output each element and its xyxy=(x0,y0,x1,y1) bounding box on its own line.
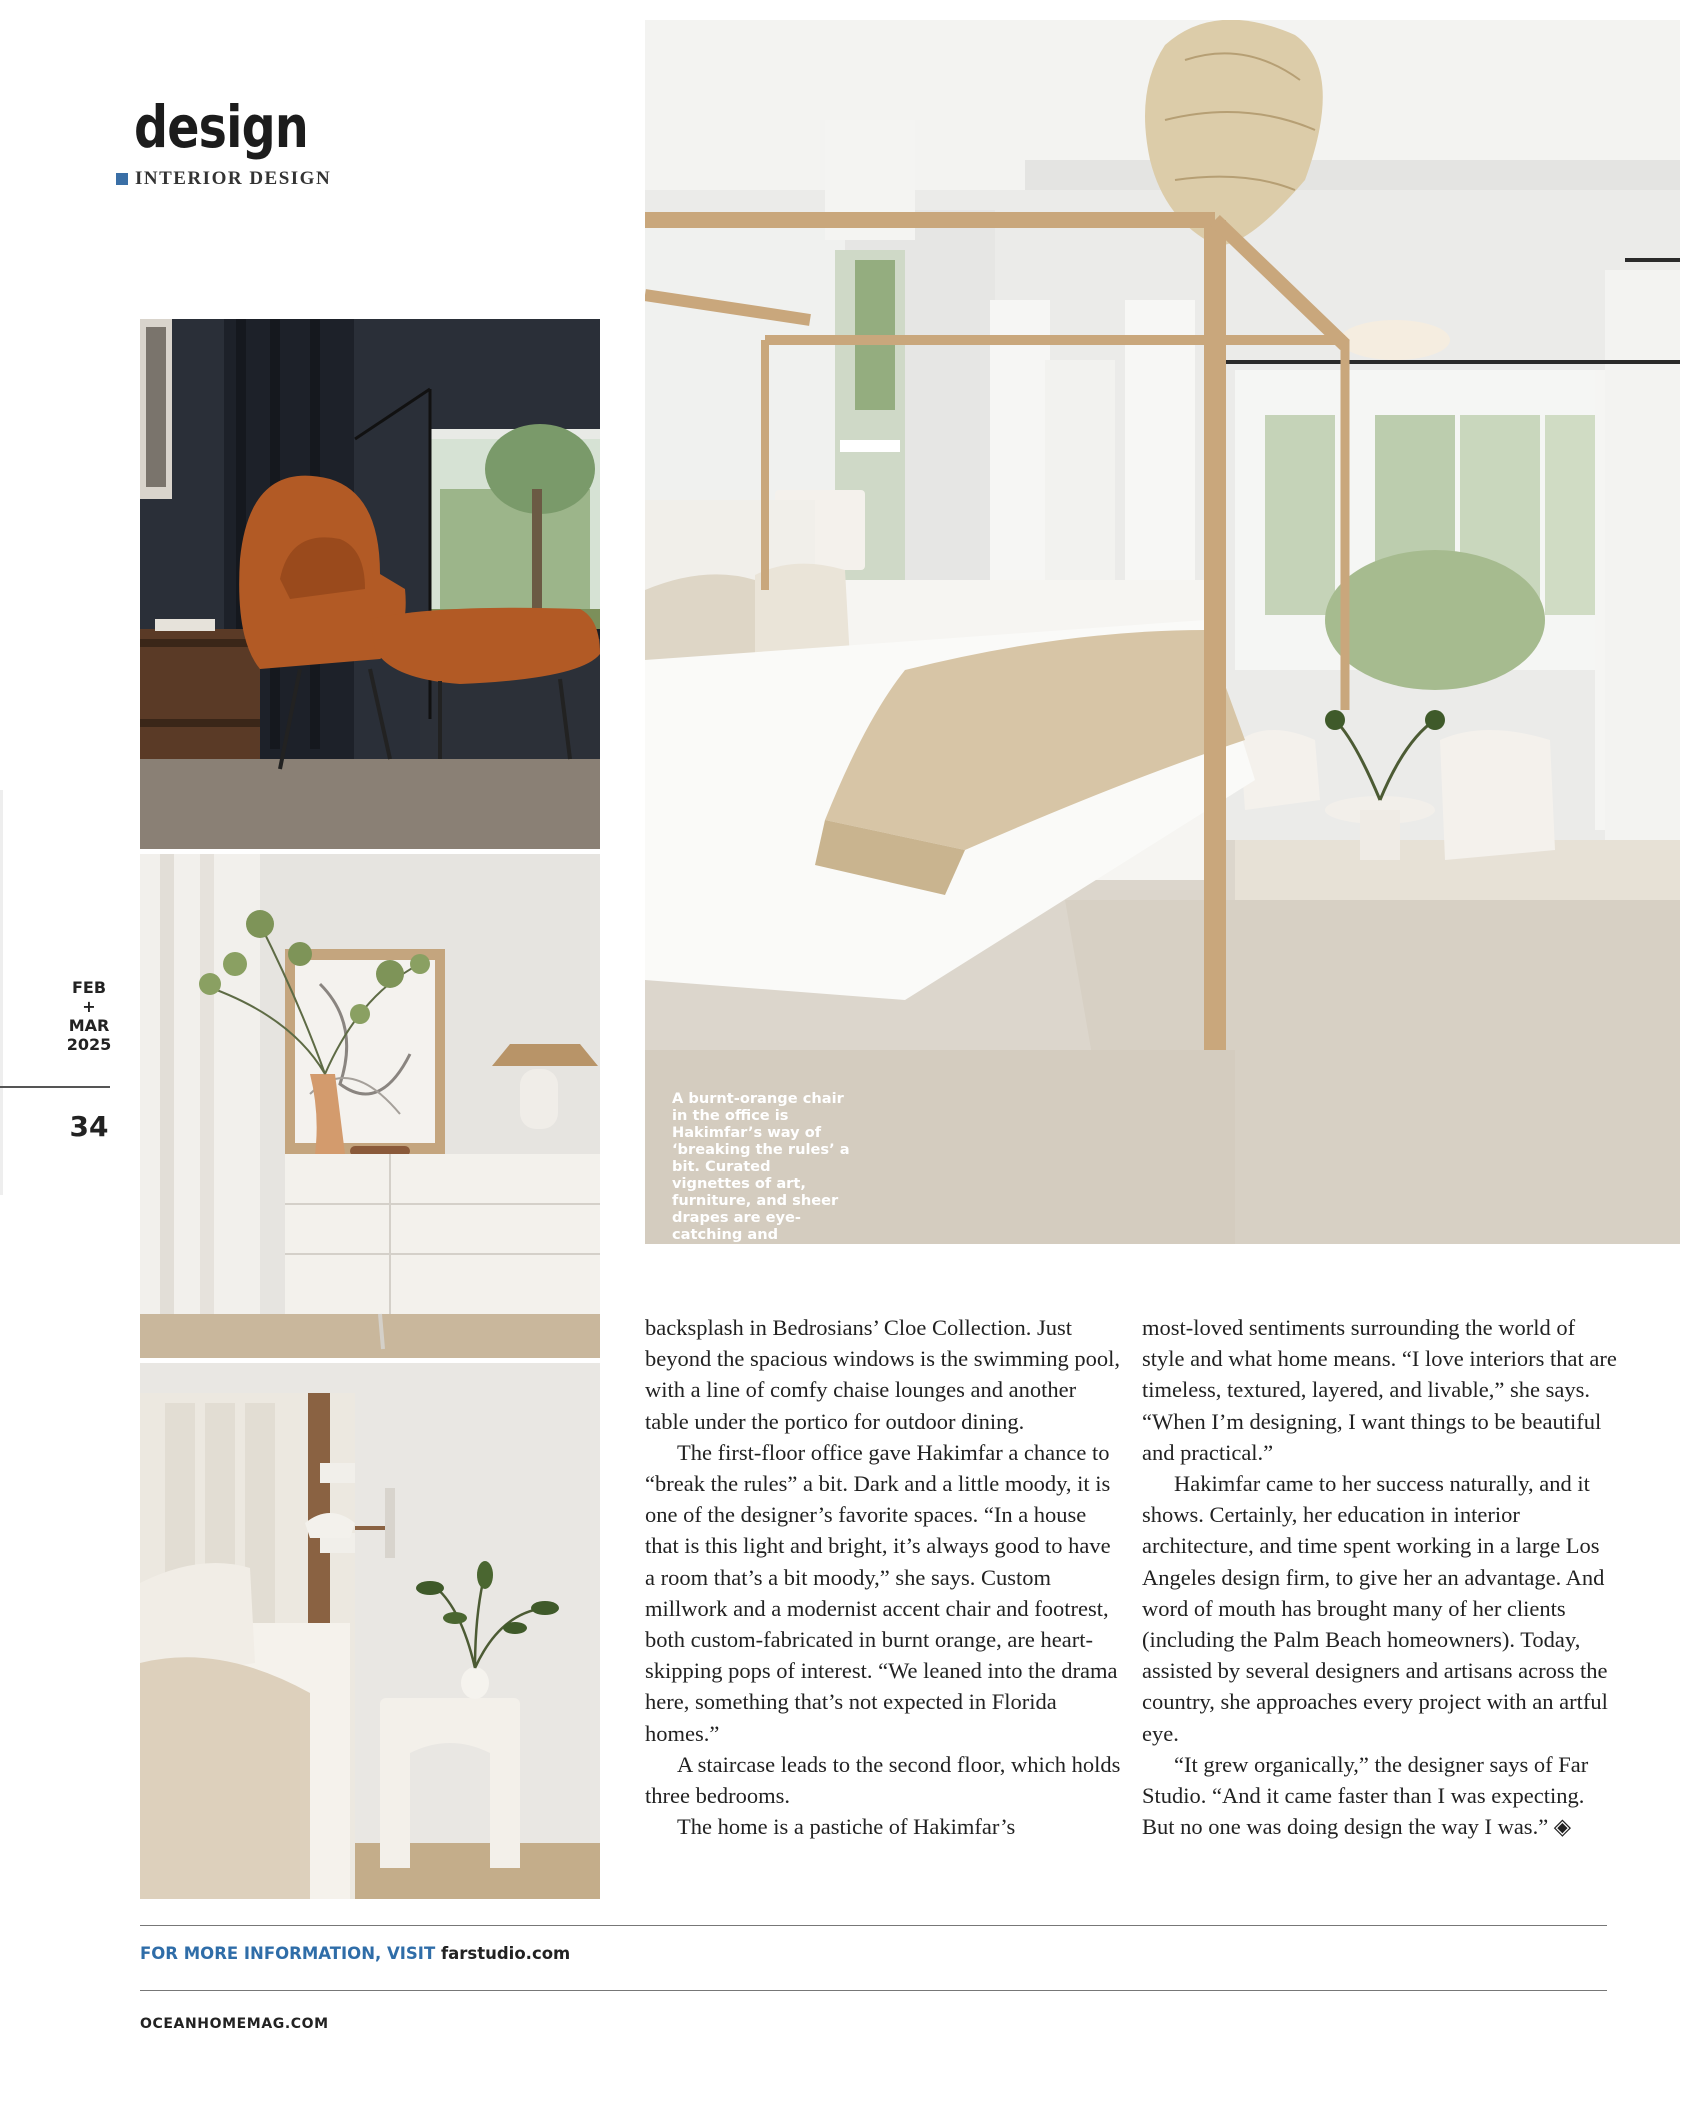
article-paragraph: backsplash in Bedrosians’ Cloe Collection. Just beyond the spacious windows is the swimming pool, with a line of comfy chaise lounges and another table under the portico for outdoor dining. xyxy=(645,1315,1120,1434)
issue-plus: + xyxy=(82,997,96,1016)
nightstand-photo xyxy=(140,1363,600,1899)
more-info-link[interactable]: farstudio.com xyxy=(440,1944,571,1963)
issue-month-2: MAR xyxy=(68,1016,110,1035)
issue-year: 2025 xyxy=(66,1035,112,1054)
bedroom-photo xyxy=(645,20,1680,1244)
article-column-right xyxy=(1142,1312,1622,1842)
side-edge-mark xyxy=(0,790,3,1195)
issue-date xyxy=(62,978,116,1054)
section-subtitle xyxy=(116,168,331,190)
photo-caption: A burnt-orange chair in the office is Hakimfar’s way of ‘breaking the rules’ a bit. Curated vignettes of art, furniture, and sheer drapes are eye-catching and calming. xyxy=(672,1090,850,1260)
article-paragraph: “It grew organically,” the designer says of Far Studio. “And it came faster than I was expecting. But no one was doing design the way I was.” ◈ xyxy=(1142,1751,1589,1840)
vignette-photo xyxy=(140,854,600,1358)
article-paragraph: most-loved sentiments surrounding the world of style and what home means. “I love interiors that are timeless, textured, layered, and livable,” she says. “When I’m designing, I want things to be beautiful and practical.” xyxy=(1142,1315,1617,1465)
section-title: design xyxy=(134,93,308,161)
side-divider xyxy=(0,1086,110,1088)
section-marker-square xyxy=(116,173,128,185)
more-info-lead: FOR MORE INFORMATION, VISIT xyxy=(140,1944,436,1963)
article-paragraph: A staircase leads to the second floor, which holds three bedrooms. xyxy=(645,1751,1121,1809)
page-number: 34 xyxy=(69,1110,109,1143)
magazine-website[interactable]: OCEANHOMEMAG.COM xyxy=(140,2016,329,2032)
article-paragraph: Hakimfar came to her success naturally, and it shows. Certainly, her education in interior architecture, and time spent working in a large Los Angeles design firm, to give her an advantage. And word of mouth has brought many of her clients (including the Palm Beach homeowners). Today, assisted by several designers and artisans across the country, she approaches every project with an artful eye. xyxy=(1142,1471,1608,1746)
issue-month-1: FEB xyxy=(71,978,107,997)
footer-rule-top xyxy=(140,1925,1607,1926)
office-photo xyxy=(140,319,600,849)
more-info xyxy=(140,1944,570,1963)
article-column-left xyxy=(645,1312,1125,1842)
footer-rule-bottom xyxy=(140,1990,1607,1991)
section-subtitle-text: INTERIOR DESIGN xyxy=(135,168,332,189)
article-paragraph: The first-floor office gave Hakimfar a chance to “break the rules” a bit. Dark and a little moody, it is one of the designer’s favorite spaces. “In a house that is this light and bright, it’s always good to have a room that’s a bit moody,” she says. Custom millwork and a modernist accent chair and footrest, both custom-fabricated in burnt orange, are heart-skipping pops of interest. “We leaned into the drama here, something that’s not expected in Florida homes.” xyxy=(645,1439,1118,1746)
article-paragraph: The home is a pastiche of Hakimfar’s xyxy=(677,1814,1016,1840)
